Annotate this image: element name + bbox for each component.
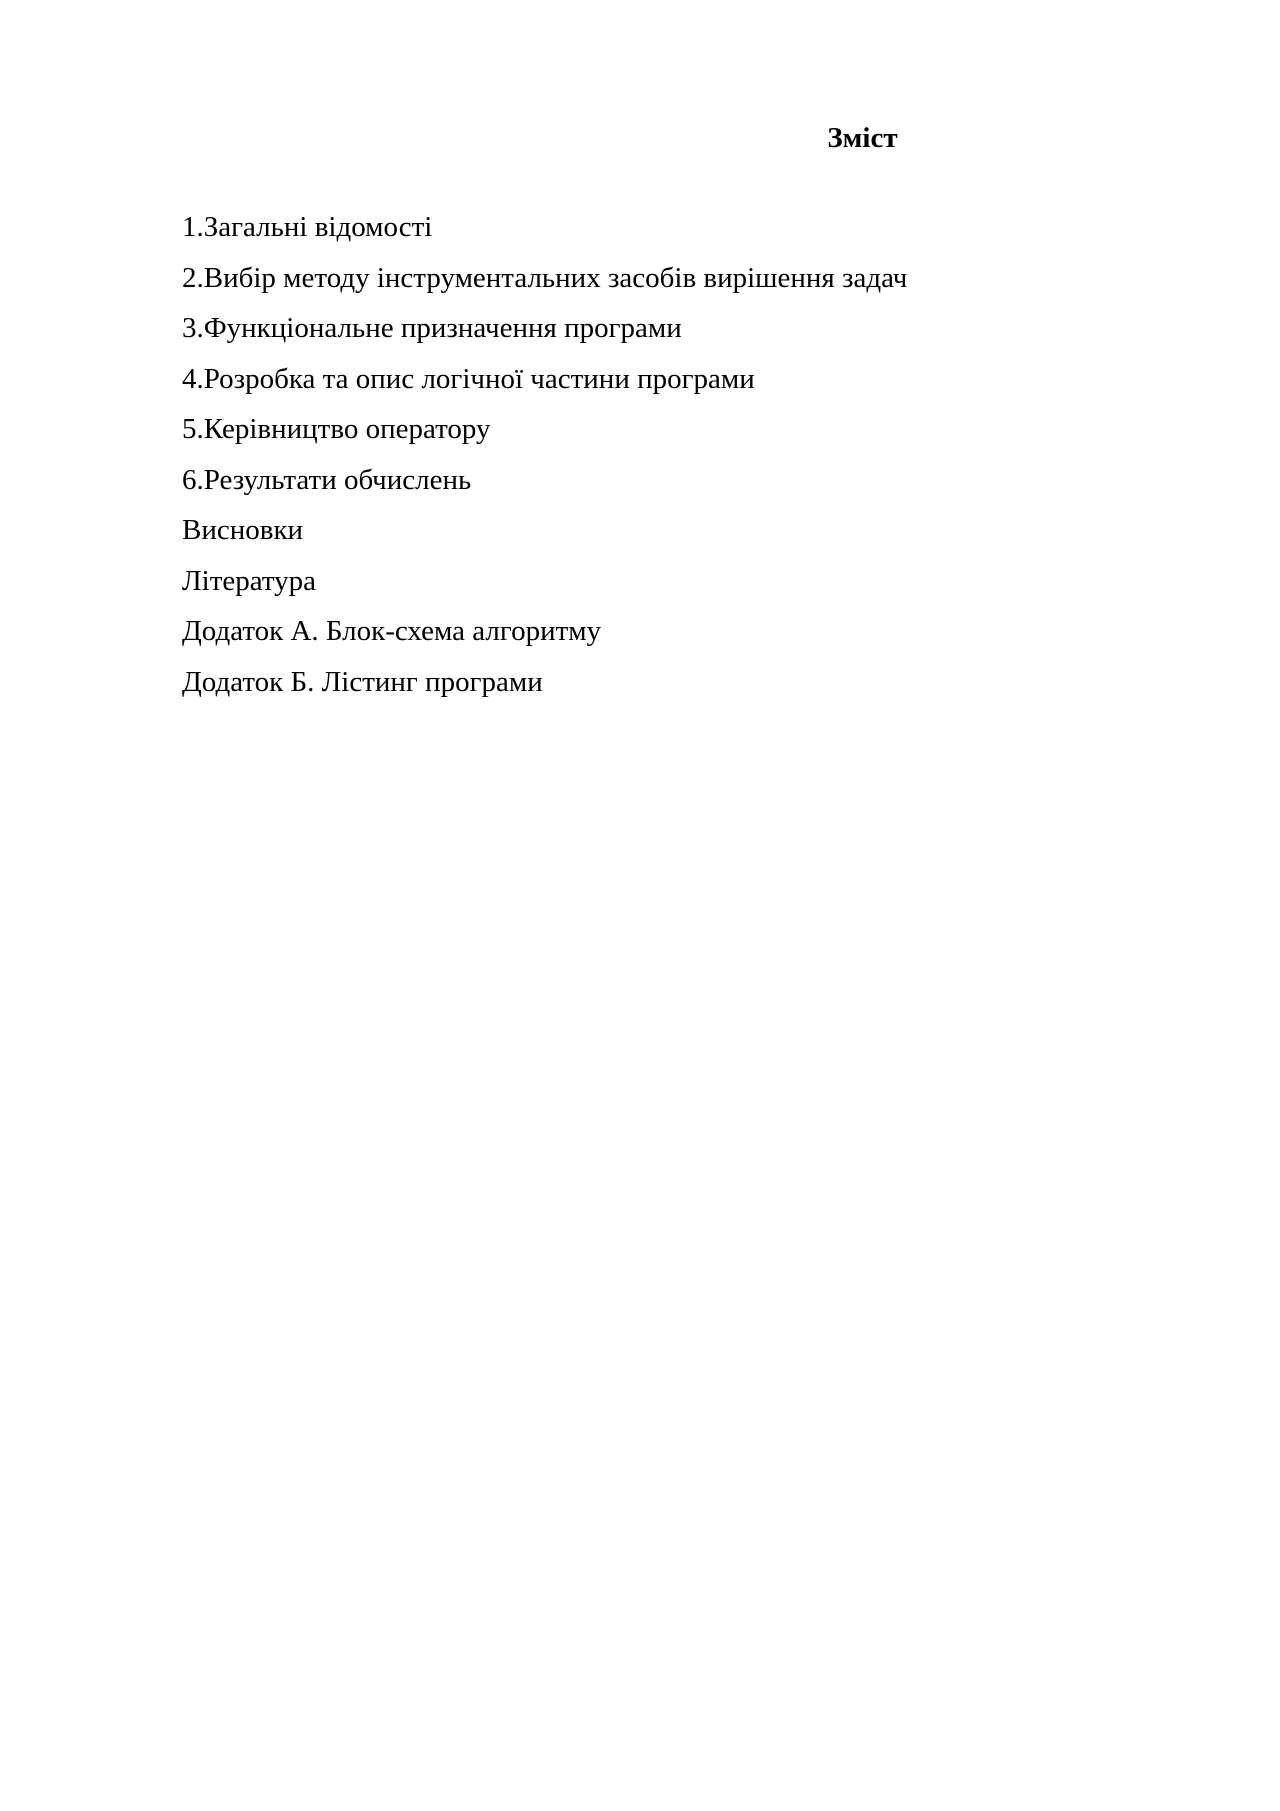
toc-item: 4.Розробка та опис логічної частини програми bbox=[182, 362, 755, 395]
page-title: Зміст bbox=[827, 122, 898, 154]
toc-item: Додаток Б. Лістинг програми bbox=[182, 665, 543, 698]
toc-item: Література bbox=[182, 564, 317, 597]
toc-item: Висновки bbox=[182, 514, 304, 546]
toc-item: 6.Результати обчислень bbox=[182, 463, 472, 496]
toc-item: 3.Функціональне призначення програми bbox=[182, 312, 682, 344]
toc-item: 2.Вибір методу інструментальних засобів вирішення задач bbox=[182, 261, 908, 294]
table-of-contents bbox=[182, 202, 907, 707]
toc-item: 1.Загальні відомості bbox=[182, 211, 433, 243]
toc-item: 5.Керівництво оператору bbox=[182, 413, 491, 445]
toc-item: Додаток А. Блок-схема алгоритму bbox=[182, 615, 602, 647]
